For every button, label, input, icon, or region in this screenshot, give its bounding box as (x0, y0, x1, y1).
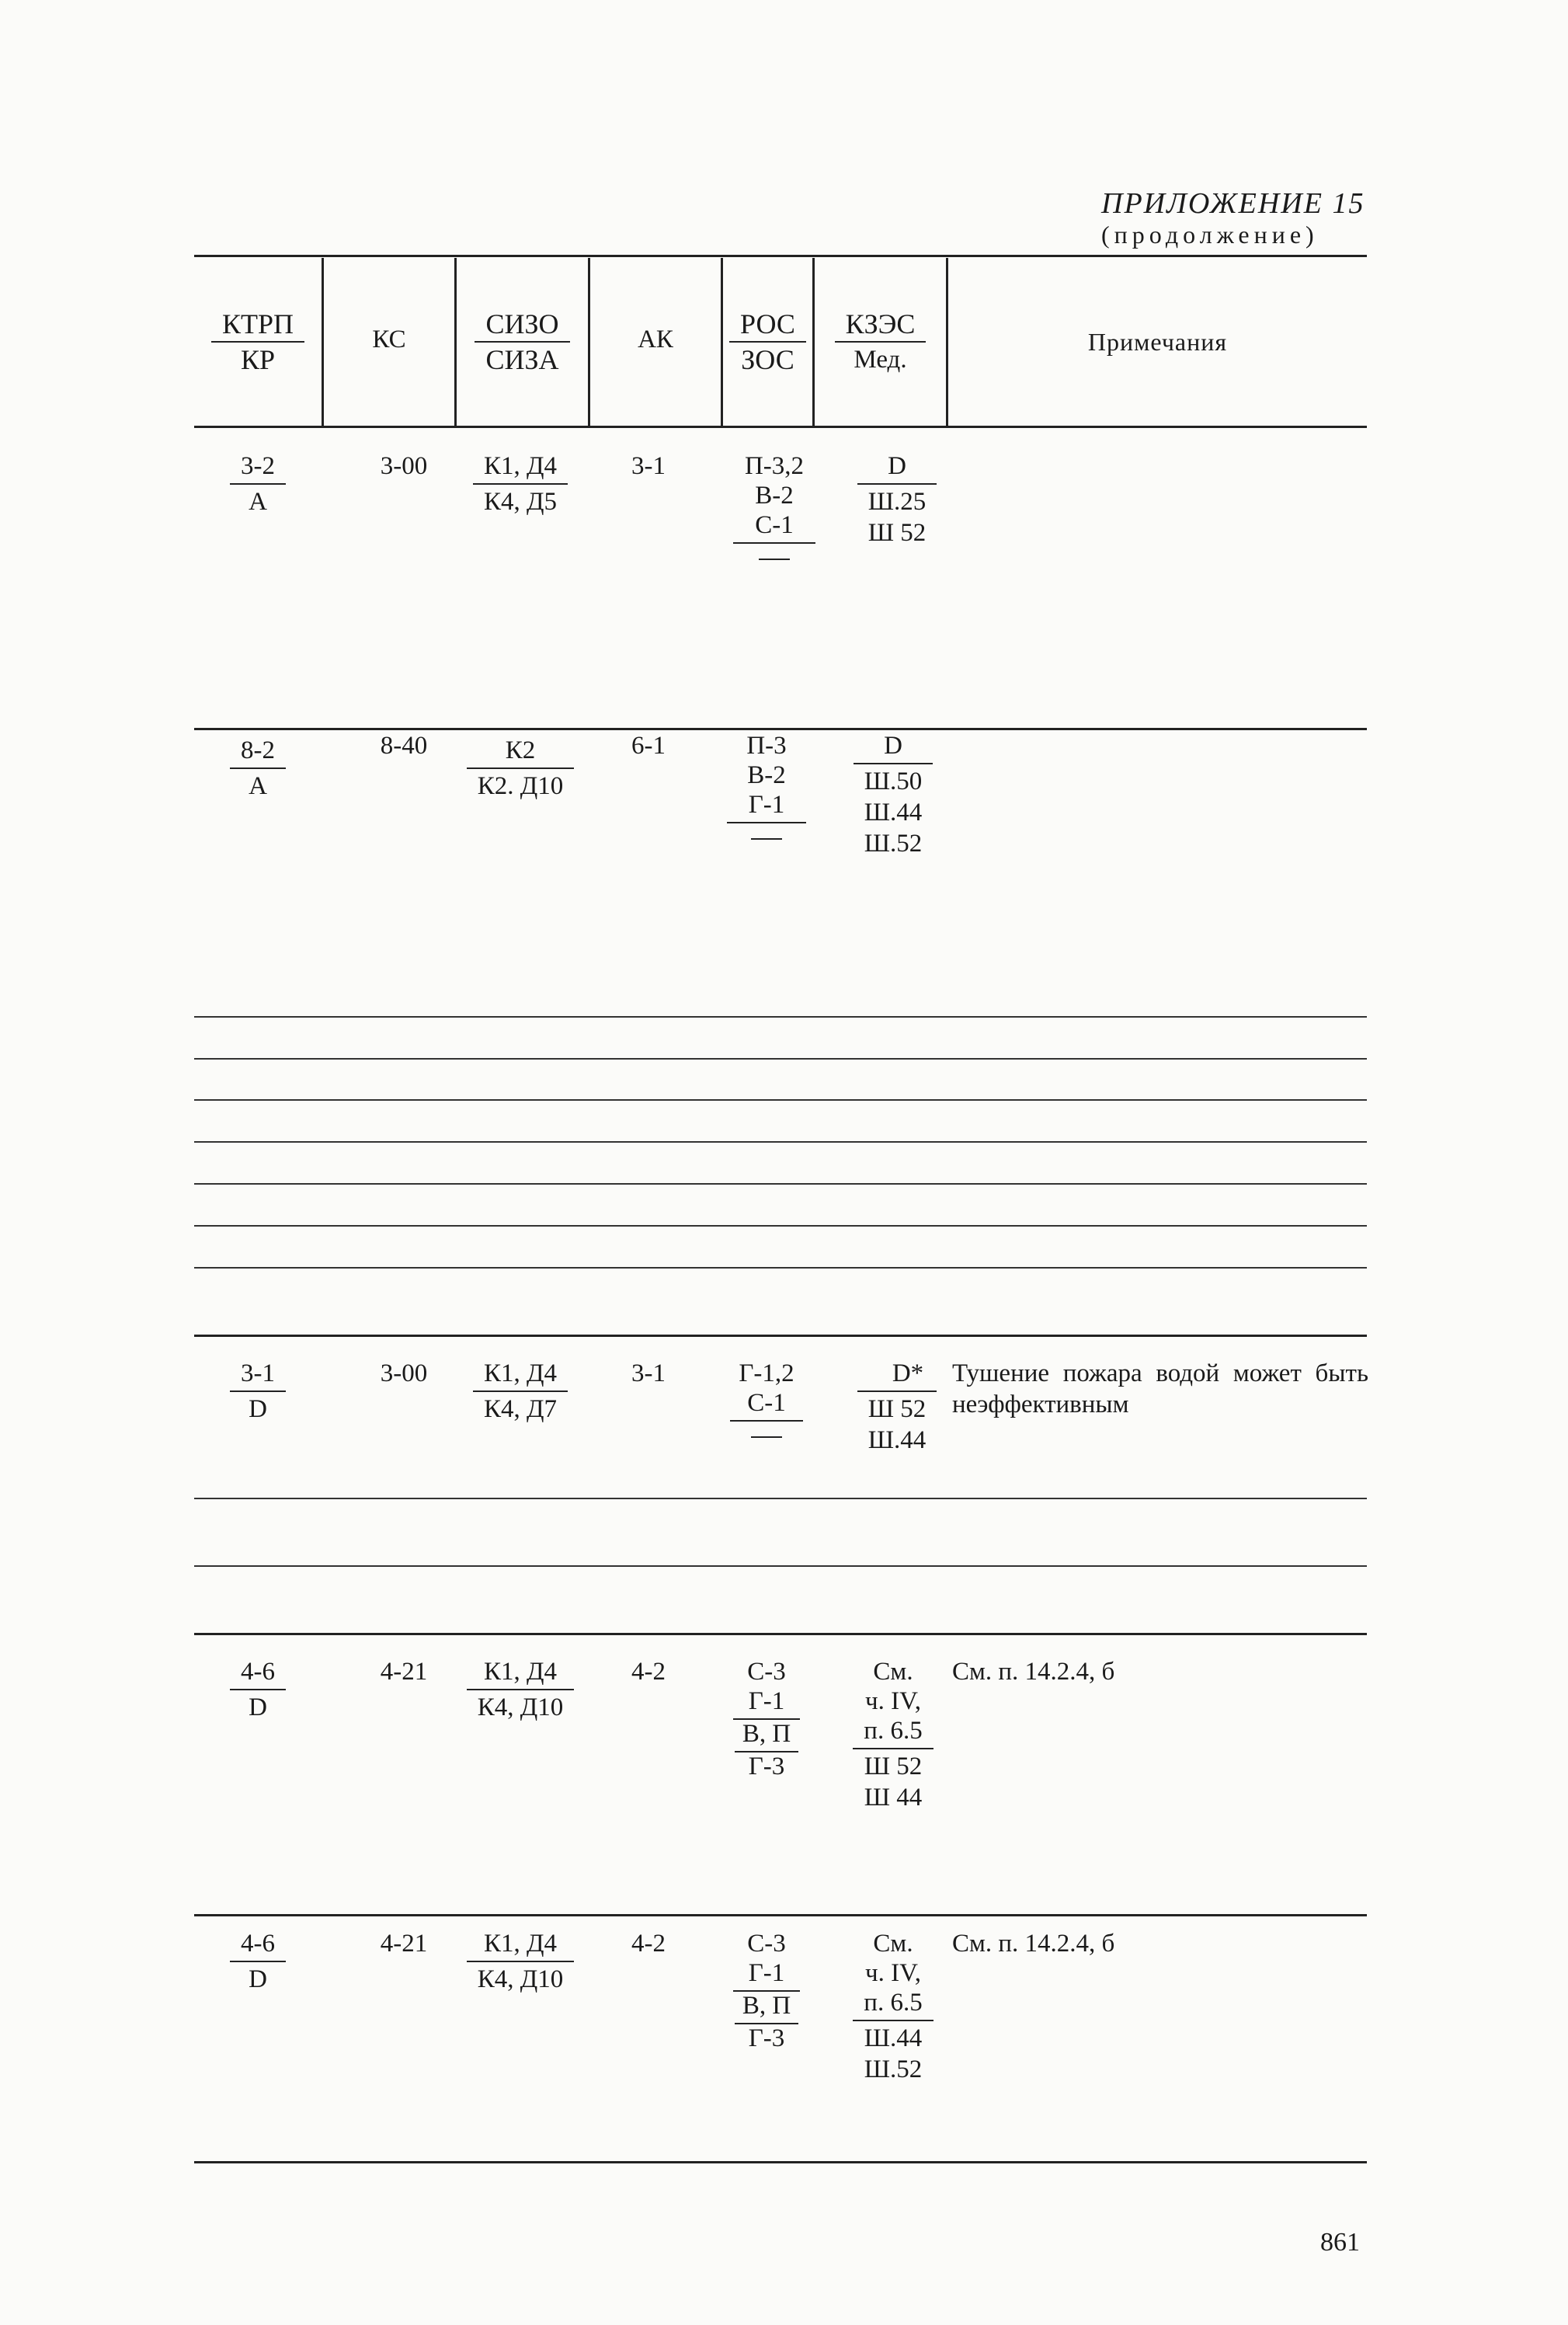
row4-note: См. п. 14.2.4, б (952, 1658, 1115, 1686)
row5-ak: 4-2 (631, 1930, 666, 1958)
blank-rule-4 (194, 1141, 1367, 1143)
row1-ks: 3-00 (380, 452, 428, 480)
header-ak: АК (638, 325, 673, 353)
row2-ros-zos: П-3 В-2 Г-1 (708, 729, 825, 854)
row5-ros-zos: С-3 Г-1 В, П Г-3 (708, 1926, 825, 2055)
row5-sizo-siza: $\frac{К1, Д4}{К4, Д10}$ (443, 1926, 598, 1996)
row2-ks: 8-40 (380, 732, 428, 760)
header-ks: КС (372, 325, 406, 353)
page-number: 861 (1320, 2228, 1360, 2257)
row4-ros-zos: С-3 Г-1 В, П Г-3 (708, 1655, 825, 1784)
row4-kzes-med: См. ч. IV, $\frac{п. 6.5}{Ш 52}$ Ш 44 (835, 1655, 951, 1815)
row3-ktrp-kr: $\frac{3-1}{D}$ (194, 1356, 322, 1426)
blank-rule-3 (194, 1099, 1367, 1101)
blank-rule-5 (194, 1183, 1367, 1185)
row4-sizo-siza: $\frac{К1, Д4}{К4, Д10}$ (443, 1655, 598, 1725)
row3-ak: 3-1 (631, 1359, 666, 1387)
blank-rule-7 (194, 1267, 1367, 1269)
table-bottom-rule (194, 2161, 1367, 2163)
row2-ktrp-kr: $\frac{8-2}{А}$ (194, 733, 322, 803)
appendix-title: ПРИЛОЖЕНИЕ 15 (1101, 187, 1365, 220)
row5-ks: 4-21 (380, 1930, 428, 1958)
row4-ks: 4-21 (380, 1658, 428, 1686)
row3-ros-zos: Г-1,2 С-1 (708, 1356, 825, 1453)
row-rule-5-top (194, 1914, 1367, 1916)
row5-note: См. п. 14.2.4, б (952, 1930, 1115, 1958)
row5-kzes-med: См. ч. IV, $\frac{п. 6.5}{Ш.44}$ Ш.52 (835, 1926, 951, 2087)
row1-ak: 3-1 (631, 452, 666, 480)
row-rule-4-top (194, 1633, 1367, 1635)
table-header-bottom-rule (194, 426, 1367, 428)
appendix-subtitle: (продолжение) (1101, 221, 1319, 249)
row5-ktrp-kr: $\frac{4-6}{D}$ (194, 1926, 322, 1996)
row3-sizo-siza: $\frac{К1, Д4}{К4, Д7}$ (443, 1356, 598, 1426)
blank-rule-1 (194, 1016, 1367, 1018)
header-ros-zos: $\frac{\text{РОС}}{\text{ЗОС}}$ (723, 307, 812, 377)
row1-ktrp-kr: $\frac{3-2}{А}$ (194, 449, 322, 519)
blank-rule-2 (194, 1058, 1367, 1060)
row1-kzes-med: $\frac{D}{Ш.25}$ Ш 52 (839, 449, 955, 550)
row2-ak: 6-1 (631, 732, 666, 760)
row1-ros-zos: П-3,2 В-2 С-1 (716, 449, 833, 575)
row3-kzes-med: $\frac{D*}{Ш 52}$ Ш.44 (835, 1356, 959, 1457)
row4-ktrp-kr: $\frac{4-6}{D}$ (194, 1655, 322, 1725)
header-ktrp-kr: $\frac{\text{КТРП}}{КР}$ (194, 307, 322, 377)
row3-note: Тушение пожара водой может быть неэффективным (952, 1359, 1368, 1418)
row2-kzes-med: $\frac{D}{Ш.50}$ Ш.44 Ш.52 (835, 729, 951, 861)
header-notes: Примечания (1087, 328, 1228, 356)
header-sizo-siza: $\frac{\text{СИЗО}}{\text{СИЗА}}$ (457, 307, 588, 377)
blank-rule-8 (194, 1498, 1367, 1499)
row2-sizo-siza: $\frac{К2}{К2. Д10}$ (443, 733, 598, 803)
row1-sizo-siza: $\frac{К1, Д4}{К4, Д5}$ (443, 449, 598, 519)
table-top-rule (194, 255, 1367, 257)
row-rule-3-top (194, 1335, 1367, 1337)
blank-rule-9 (194, 1565, 1367, 1567)
blank-rule-6 (194, 1225, 1367, 1227)
header-kzes-med: $\frac{\text{КЗЭС}}{\text{Мед.}}$ (815, 307, 946, 377)
row3-ks: 3-00 (380, 1359, 428, 1387)
row4-ak: 4-2 (631, 1658, 666, 1686)
